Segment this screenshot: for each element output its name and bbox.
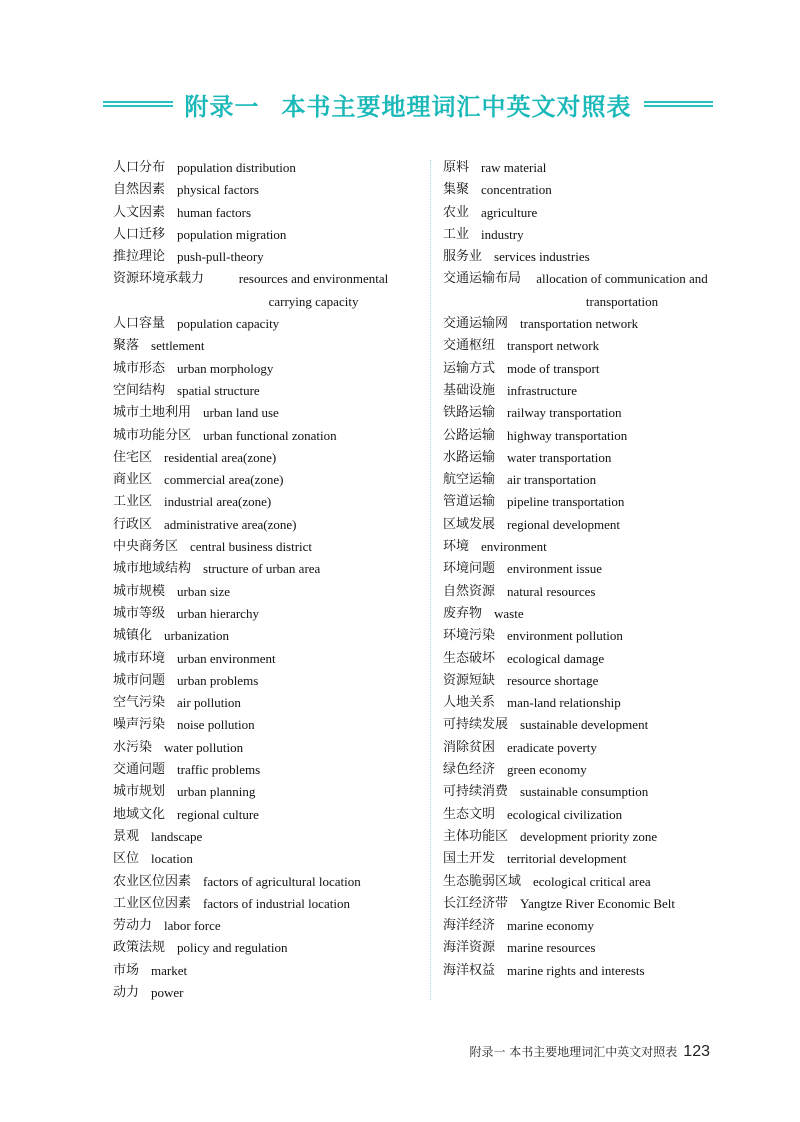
glossary-entry [443, 893, 743, 915]
term-english: railway transportation [507, 405, 622, 421]
term-english: marine resources [507, 940, 596, 956]
term-english: environment [481, 539, 547, 555]
term-chinese: 国土开发 [443, 851, 496, 867]
appendix-title-bar [103, 84, 713, 124]
glossary-entry [113, 179, 413, 201]
term-english: mode of transport [507, 360, 600, 376]
term-chinese: 人口分布 [113, 160, 166, 175]
glossary-entry [113, 759, 413, 781]
glossary-entry [113, 781, 413, 803]
glossary-entry [113, 826, 413, 848]
term-english: air transportation [507, 472, 597, 488]
term-english: transport network [507, 338, 600, 354]
glossary-entry [443, 425, 743, 447]
term-chinese: 环境问题 [443, 561, 496, 577]
term-chinese: 海洋权益 [443, 962, 496, 978]
term-chinese: 中央商务区 [113, 539, 179, 555]
glossary-entry [113, 335, 413, 357]
term-chinese: 人口容量 [113, 316, 166, 332]
term-english: commercial area(zone) [164, 472, 284, 488]
term-english: administrative area(zone) [164, 516, 297, 532]
glossary-entry [443, 625, 743, 647]
glossary-entry [443, 358, 743, 380]
term-english: Yangtze River Economic Belt [520, 895, 676, 911]
term-english: allocation of communication and transportation [536, 271, 708, 309]
term-english: waste [494, 605, 524, 621]
term-english: agriculture [481, 204, 538, 220]
glossary-entry [113, 893, 413, 915]
term-chinese: 服务业 [443, 249, 483, 265]
glossary-entry [443, 781, 743, 803]
page-number: 123 [683, 1043, 710, 1060]
term-chinese: 噪声污染 [113, 717, 166, 733]
term-english: environment pollution [507, 628, 623, 644]
term-english: urban functional zonation [203, 427, 337, 443]
glossary-entry [113, 246, 413, 268]
glossary-entry [113, 313, 413, 335]
term-english: natural resources [507, 583, 596, 599]
glossary-entry [113, 491, 413, 513]
term-chinese: 人文因素 [113, 204, 166, 220]
term-chinese: 聚落 [113, 338, 140, 354]
term-english: population migration [177, 226, 287, 242]
term-chinese: 城市等级 [113, 605, 166, 621]
term-chinese: 空间结构 [113, 382, 166, 398]
term-chinese: 交通问题 [113, 762, 166, 778]
term-english: ecological critical area [533, 873, 651, 889]
glossary-entry [113, 982, 413, 1004]
glossary-entry [443, 581, 743, 603]
term-english: urban problems [177, 672, 259, 688]
appendix-heading: 本书主要地理词汇中英文对照表 [281, 92, 632, 121]
term-chinese: 可持续发展 [443, 717, 509, 733]
term-chinese: 行政区 [113, 516, 153, 532]
term-chinese: 主体功能区 [443, 828, 509, 844]
glossary-entry [113, 625, 413, 647]
term-english: green economy [507, 762, 587, 778]
term-chinese: 公路运输 [443, 427, 496, 443]
footer-running-title: 附录一 本书主要地理词汇中英文对照表 [469, 1045, 678, 1059]
title-right-rule [644, 101, 714, 107]
term-chinese: 工业 [443, 226, 470, 242]
term-chinese: 环境 [443, 539, 470, 555]
term-chinese: 资源环境承载力 [113, 271, 205, 287]
glossary-entry [443, 335, 743, 357]
glossary-entry [113, 202, 413, 224]
term-chinese: 景观 [113, 828, 140, 844]
glossary-entry [113, 670, 413, 692]
term-english: policy and regulation [177, 940, 288, 956]
glossary-entry [113, 268, 413, 313]
glossary-left-column [113, 157, 413, 1004]
term-chinese: 生态文明 [443, 806, 496, 822]
term-chinese: 工业区 [113, 494, 153, 510]
term-english: water pollution [164, 739, 244, 755]
term-english: regional culture [177, 806, 259, 822]
term-chinese: 城市环境 [113, 650, 166, 666]
glossary-entry [113, 425, 413, 447]
column-divider [430, 160, 431, 1000]
term-chinese: 资源短缺 [443, 672, 496, 688]
term-chinese: 政策法规 [113, 940, 166, 956]
glossary-entry [113, 937, 413, 959]
term-chinese: 农业区位因素 [113, 873, 192, 889]
glossary-entry [443, 469, 743, 491]
term-chinese: 劳动力 [113, 918, 153, 934]
term-chinese: 废弃物 [443, 605, 483, 621]
glossary-entry [443, 848, 743, 870]
term-english: marine rights and interests [507, 962, 645, 978]
glossary-entry [443, 692, 743, 714]
term-english: ecological damage [507, 650, 605, 666]
term-chinese: 动力 [113, 984, 140, 1000]
term-english: urban hierarchy [177, 605, 259, 621]
term-english: location [151, 851, 193, 867]
glossary-entry [113, 581, 413, 603]
glossary-entry [113, 848, 413, 870]
term-chinese: 交通枢纽 [443, 338, 496, 354]
glossary-entry [113, 603, 413, 625]
term-chinese: 城市问题 [113, 672, 166, 688]
term-chinese: 空气污染 [113, 695, 166, 711]
term-chinese: 城镇化 [113, 628, 153, 644]
term-english: labor force [164, 918, 221, 934]
term-english: ecological civilization [507, 806, 623, 822]
term-english: population distribution [177, 160, 296, 175]
glossary-entry [443, 268, 743, 313]
term-english: industry [481, 226, 524, 242]
term-english: territorial development [507, 851, 627, 867]
glossary-entry [443, 826, 743, 848]
term-chinese: 交通运输网 [443, 316, 509, 332]
glossary-entry [113, 804, 413, 826]
term-chinese: 工业区位因素 [113, 895, 192, 911]
term-chinese: 推拉理论 [113, 249, 166, 265]
term-chinese: 铁路运输 [443, 405, 496, 421]
term-english: urban environment [177, 650, 276, 666]
term-chinese: 水污染 [113, 739, 153, 755]
term-english: man-land relationship [507, 695, 621, 711]
title-left-rule [103, 101, 173, 107]
term-english: sustainable development [520, 717, 649, 733]
glossary-entry [443, 737, 743, 759]
term-english: residential area(zone) [164, 449, 277, 465]
glossary-entry [443, 603, 743, 625]
glossary-entry [443, 514, 743, 536]
glossary-entry [113, 558, 413, 580]
glossary-right-column [443, 157, 743, 982]
term-english: regional development [507, 516, 621, 532]
term-chinese: 海洋资源 [443, 940, 496, 956]
term-english: concentration [481, 182, 552, 198]
term-english: push-pull-theory [177, 249, 264, 265]
term-english: urbanization [164, 628, 229, 644]
glossary-entry [443, 804, 743, 826]
glossary-entry [443, 380, 743, 402]
glossary-entry [113, 402, 413, 424]
term-english: structure of urban area [203, 561, 321, 577]
term-english: spatial structure [177, 382, 260, 398]
term-chinese: 市场 [113, 962, 140, 978]
term-chinese: 环境污染 [443, 628, 496, 644]
term-chinese: 交通运输布局 [443, 271, 522, 287]
glossary-entry [443, 491, 743, 513]
glossary-entry [443, 714, 743, 736]
glossary-entry [443, 447, 743, 469]
glossary-entry [113, 157, 413, 179]
glossary-entry [113, 915, 413, 937]
glossary-entry [443, 670, 743, 692]
term-english: air pollution [177, 695, 241, 711]
glossary-entry [113, 871, 413, 893]
term-english: factors of agricultural location [203, 873, 361, 889]
term-english: resources and environmental carrying capacity [238, 271, 389, 309]
term-chinese: 地域文化 [113, 806, 166, 822]
term-english: settlement [151, 338, 205, 354]
term-english: infrastructure [507, 382, 578, 398]
term-english: pipeline transportation [507, 494, 625, 510]
term-english: landscape [151, 828, 203, 844]
glossary-entry [113, 380, 413, 402]
term-chinese: 运输方式 [443, 360, 496, 376]
term-english: factors of industrial location [203, 895, 350, 911]
term-chinese: 消除贫困 [443, 739, 496, 755]
term-english: physical factors [177, 182, 259, 198]
glossary-entry [113, 737, 413, 759]
glossary-entry [443, 915, 743, 937]
glossary-entry [113, 714, 413, 736]
term-english: eradicate poverty [507, 739, 597, 755]
glossary-entry [443, 960, 743, 982]
glossary-entry [113, 960, 413, 982]
glossary-entry [113, 447, 413, 469]
term-english: industrial area(zone) [164, 494, 272, 510]
appendix-label: 附录一 [184, 92, 260, 121]
term-english: highway transportation [507, 427, 628, 443]
term-chinese: 海洋经济 [443, 918, 496, 934]
term-english: human factors [177, 204, 252, 220]
glossary-entry [443, 179, 743, 201]
glossary-entry [443, 246, 743, 268]
glossary-entry [443, 558, 743, 580]
glossary-entry [443, 937, 743, 959]
term-chinese: 人地关系 [443, 695, 496, 711]
term-chinese: 水路运输 [443, 449, 496, 465]
glossary-entry [443, 157, 743, 179]
term-chinese: 管道运输 [443, 494, 496, 510]
term-chinese: 航空运输 [443, 472, 496, 488]
term-chinese: 城市形态 [113, 360, 166, 376]
term-chinese: 城市功能分区 [113, 427, 192, 443]
term-english: market [151, 962, 188, 978]
term-chinese: 城市土地利用 [113, 405, 192, 421]
term-chinese: 集聚 [443, 182, 470, 198]
term-chinese: 原料 [443, 160, 470, 175]
glossary-entry [113, 692, 413, 714]
term-english: urban size [177, 583, 231, 599]
glossary-entry [113, 358, 413, 380]
term-english: urban land use [203, 405, 279, 421]
term-english: population capacity [177, 316, 280, 332]
term-chinese: 自然资源 [443, 583, 496, 599]
term-english: urban morphology [177, 360, 274, 376]
term-english: development priority zone [520, 828, 658, 844]
glossary-entry [113, 469, 413, 491]
term-chinese: 区位 [113, 851, 140, 867]
appendix-title [173, 87, 644, 122]
term-chinese: 基础设施 [443, 382, 496, 398]
term-chinese: 生态破坏 [443, 650, 496, 666]
glossary-entry [113, 514, 413, 536]
glossary-entry [443, 536, 743, 558]
glossary-entry [113, 536, 413, 558]
page-footer [470, 1043, 710, 1061]
term-english: raw material [481, 160, 547, 175]
term-english: resource shortage [507, 672, 599, 688]
term-chinese: 城市地域结构 [113, 561, 192, 577]
term-english: transportation network [520, 316, 639, 332]
glossary-entry [443, 871, 743, 893]
term-chinese: 可持续消费 [443, 784, 509, 800]
term-chinese: 自然因素 [113, 182, 166, 198]
term-english: noise pollution [177, 717, 255, 733]
glossary-entry [443, 202, 743, 224]
term-chinese: 城市规模 [113, 583, 166, 599]
term-english: traffic problems [177, 762, 261, 778]
term-english: marine economy [507, 918, 595, 934]
term-english: water transportation [507, 449, 612, 465]
glossary-entry [113, 224, 413, 246]
term-chinese: 住宅区 [113, 449, 153, 465]
term-chinese: 绿色经济 [443, 762, 496, 778]
term-english: central business district [190, 539, 313, 555]
glossary-entry [443, 224, 743, 246]
glossary-entry [443, 313, 743, 335]
term-chinese: 农业 [443, 204, 470, 220]
term-english: environment issue [507, 561, 602, 577]
term-chinese: 区域发展 [443, 516, 496, 532]
term-chinese: 人口迁移 [113, 226, 166, 242]
term-chinese: 生态脆弱区域 [443, 873, 522, 889]
term-chinese: 城市规划 [113, 784, 166, 800]
term-english: sustainable consumption [520, 784, 649, 800]
term-chinese: 商业区 [113, 472, 153, 488]
glossary-entry [443, 648, 743, 670]
term-english: power [151, 984, 184, 1000]
term-english: urban planning [177, 784, 256, 800]
glossary-entry [113, 648, 413, 670]
glossary-entry [443, 759, 743, 781]
glossary-entry [443, 402, 743, 424]
term-english: services industries [494, 249, 590, 265]
term-chinese: 长江经济带 [443, 895, 509, 911]
